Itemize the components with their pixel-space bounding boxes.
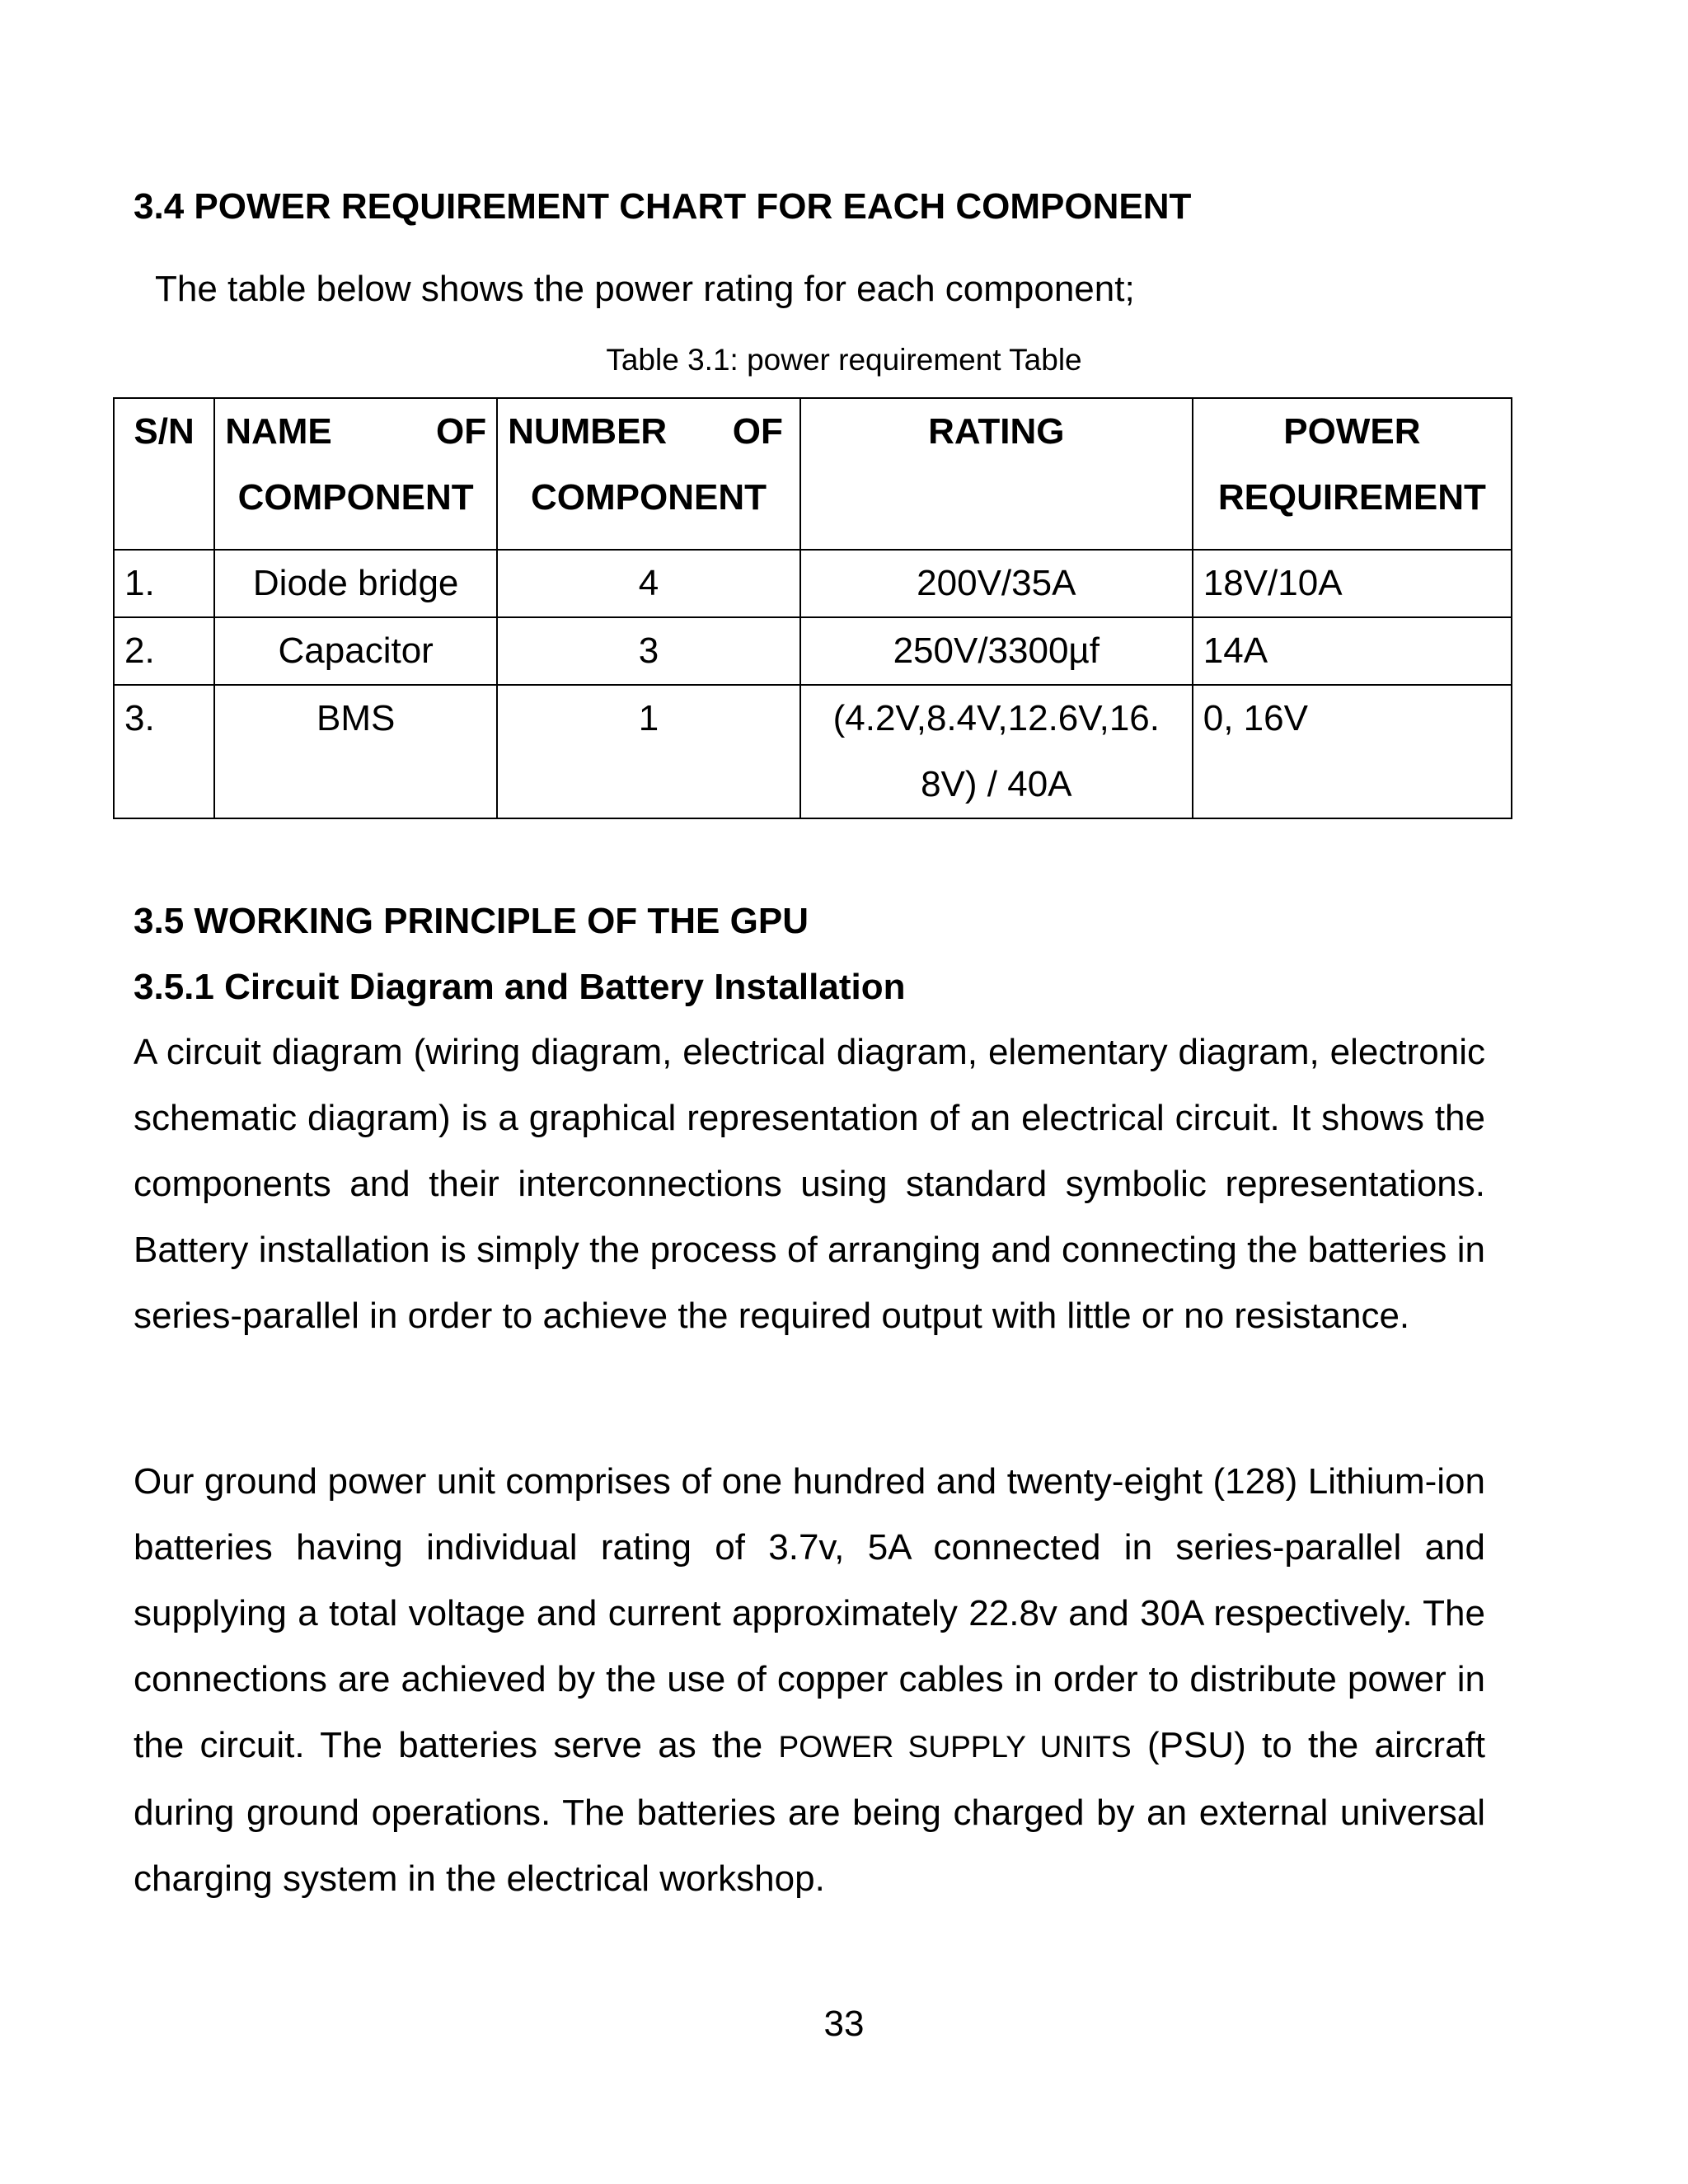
header-rating-label: RATING (928, 411, 1065, 452)
power-requirement-table (113, 397, 1512, 819)
table-row (114, 550, 1512, 617)
paragraph-ground-power-unit-part2: (PSU) to the aircraft during ground operations. The batteries are being charged by an external universal charging system in the electrical workshop. (134, 1725, 1486, 1899)
paragraph-circuit-diagram: A circuit diagram (wiring diagram, electrical diagram, elementary diagram, electronic schematic diagram) is a graphical representation of an electrical circuit. It shows the components and their interconnections using standard symbolic representations. Battery installation is simply the process of arranging and connecting the batteries in series-parallel in order to achieve the required output with little or no resistance. (134, 1032, 1485, 1336)
header-name-word2: OF (435, 411, 487, 452)
cell-power: 0, 16V (1193, 685, 1512, 818)
cell-rating: 200V/35A (800, 550, 1193, 617)
cell-power: 18V/10A (1193, 550, 1512, 617)
cell-name: Capacitor (214, 617, 497, 685)
header-name-word3: COMPONENT (237, 477, 474, 518)
header-name-word1: NAME (225, 411, 332, 452)
header-sn-label: S/N (134, 411, 195, 452)
cell-name: Diode bridge (214, 550, 497, 617)
table-intro-text: The table below shows the power rating for each component; (155, 269, 1135, 309)
subsection-heading-3-5-1: 3.5.1 Circuit Diagram and Battery Installation (134, 967, 906, 1007)
header-number-of-component (497, 398, 800, 550)
cell-sn: 2. (114, 617, 214, 685)
page-number: 33 (823, 2004, 865, 2044)
header-power-word2: REQUIREMENT (1217, 477, 1486, 518)
cell-rating-line1: (4.2V,8.4V,12.6V,16. (832, 698, 1160, 738)
paragraph-ground-power-unit (134, 1449, 1485, 1912)
paragraph-ground-power-unit-part1: Our ground power unit comprises of one hundred and twenty-eight (128) Lithium-ion batteries having individual rating of 3.7v, 5A connected in series-parallel and supplying a total voltage and current approximately 22.8v and 30A respectively. The connections are achieved by the use of copper cables in order to distribute power in the circuit. The batteries serve as the (134, 1461, 1485, 1765)
section-heading-3-5: 3.5 WORKING PRINCIPLE OF THE GPU (134, 901, 809, 941)
header-name-of-component (214, 398, 497, 550)
header-number-word3: COMPONENT (530, 477, 767, 518)
header-number-word1: NUMBER (508, 411, 668, 452)
cell-rating: 250V/3300µf (800, 617, 1193, 685)
header-sn (114, 398, 214, 550)
section-heading-3-4: 3.4 POWER REQUIREMENT CHART FOR EACH COMPONENT (134, 186, 1192, 227)
cell-rating (800, 685, 1193, 818)
table-caption: Table 3.1: power requirement Table (606, 343, 1082, 377)
header-number-word2: OF (732, 411, 783, 452)
table-row (114, 685, 1512, 818)
cell-number: 3 (497, 617, 800, 685)
header-rating (800, 398, 1193, 550)
header-power-requirement (1193, 398, 1512, 550)
cell-number: 1 (497, 685, 800, 818)
cell-number: 4 (497, 550, 800, 617)
header-power-word1: POWER (1283, 411, 1421, 452)
cell-sn: 3. (114, 685, 214, 818)
cell-sn: 1. (114, 550, 214, 617)
power-supply-units-term: POWER SUPPLY UNITS (778, 1730, 1132, 1764)
table-row (114, 617, 1512, 685)
cell-power: 14A (1193, 617, 1512, 685)
cell-name: BMS (214, 685, 497, 818)
table-header-row (114, 398, 1512, 550)
cell-rating-line2: 8V) / 40A (921, 764, 1072, 804)
